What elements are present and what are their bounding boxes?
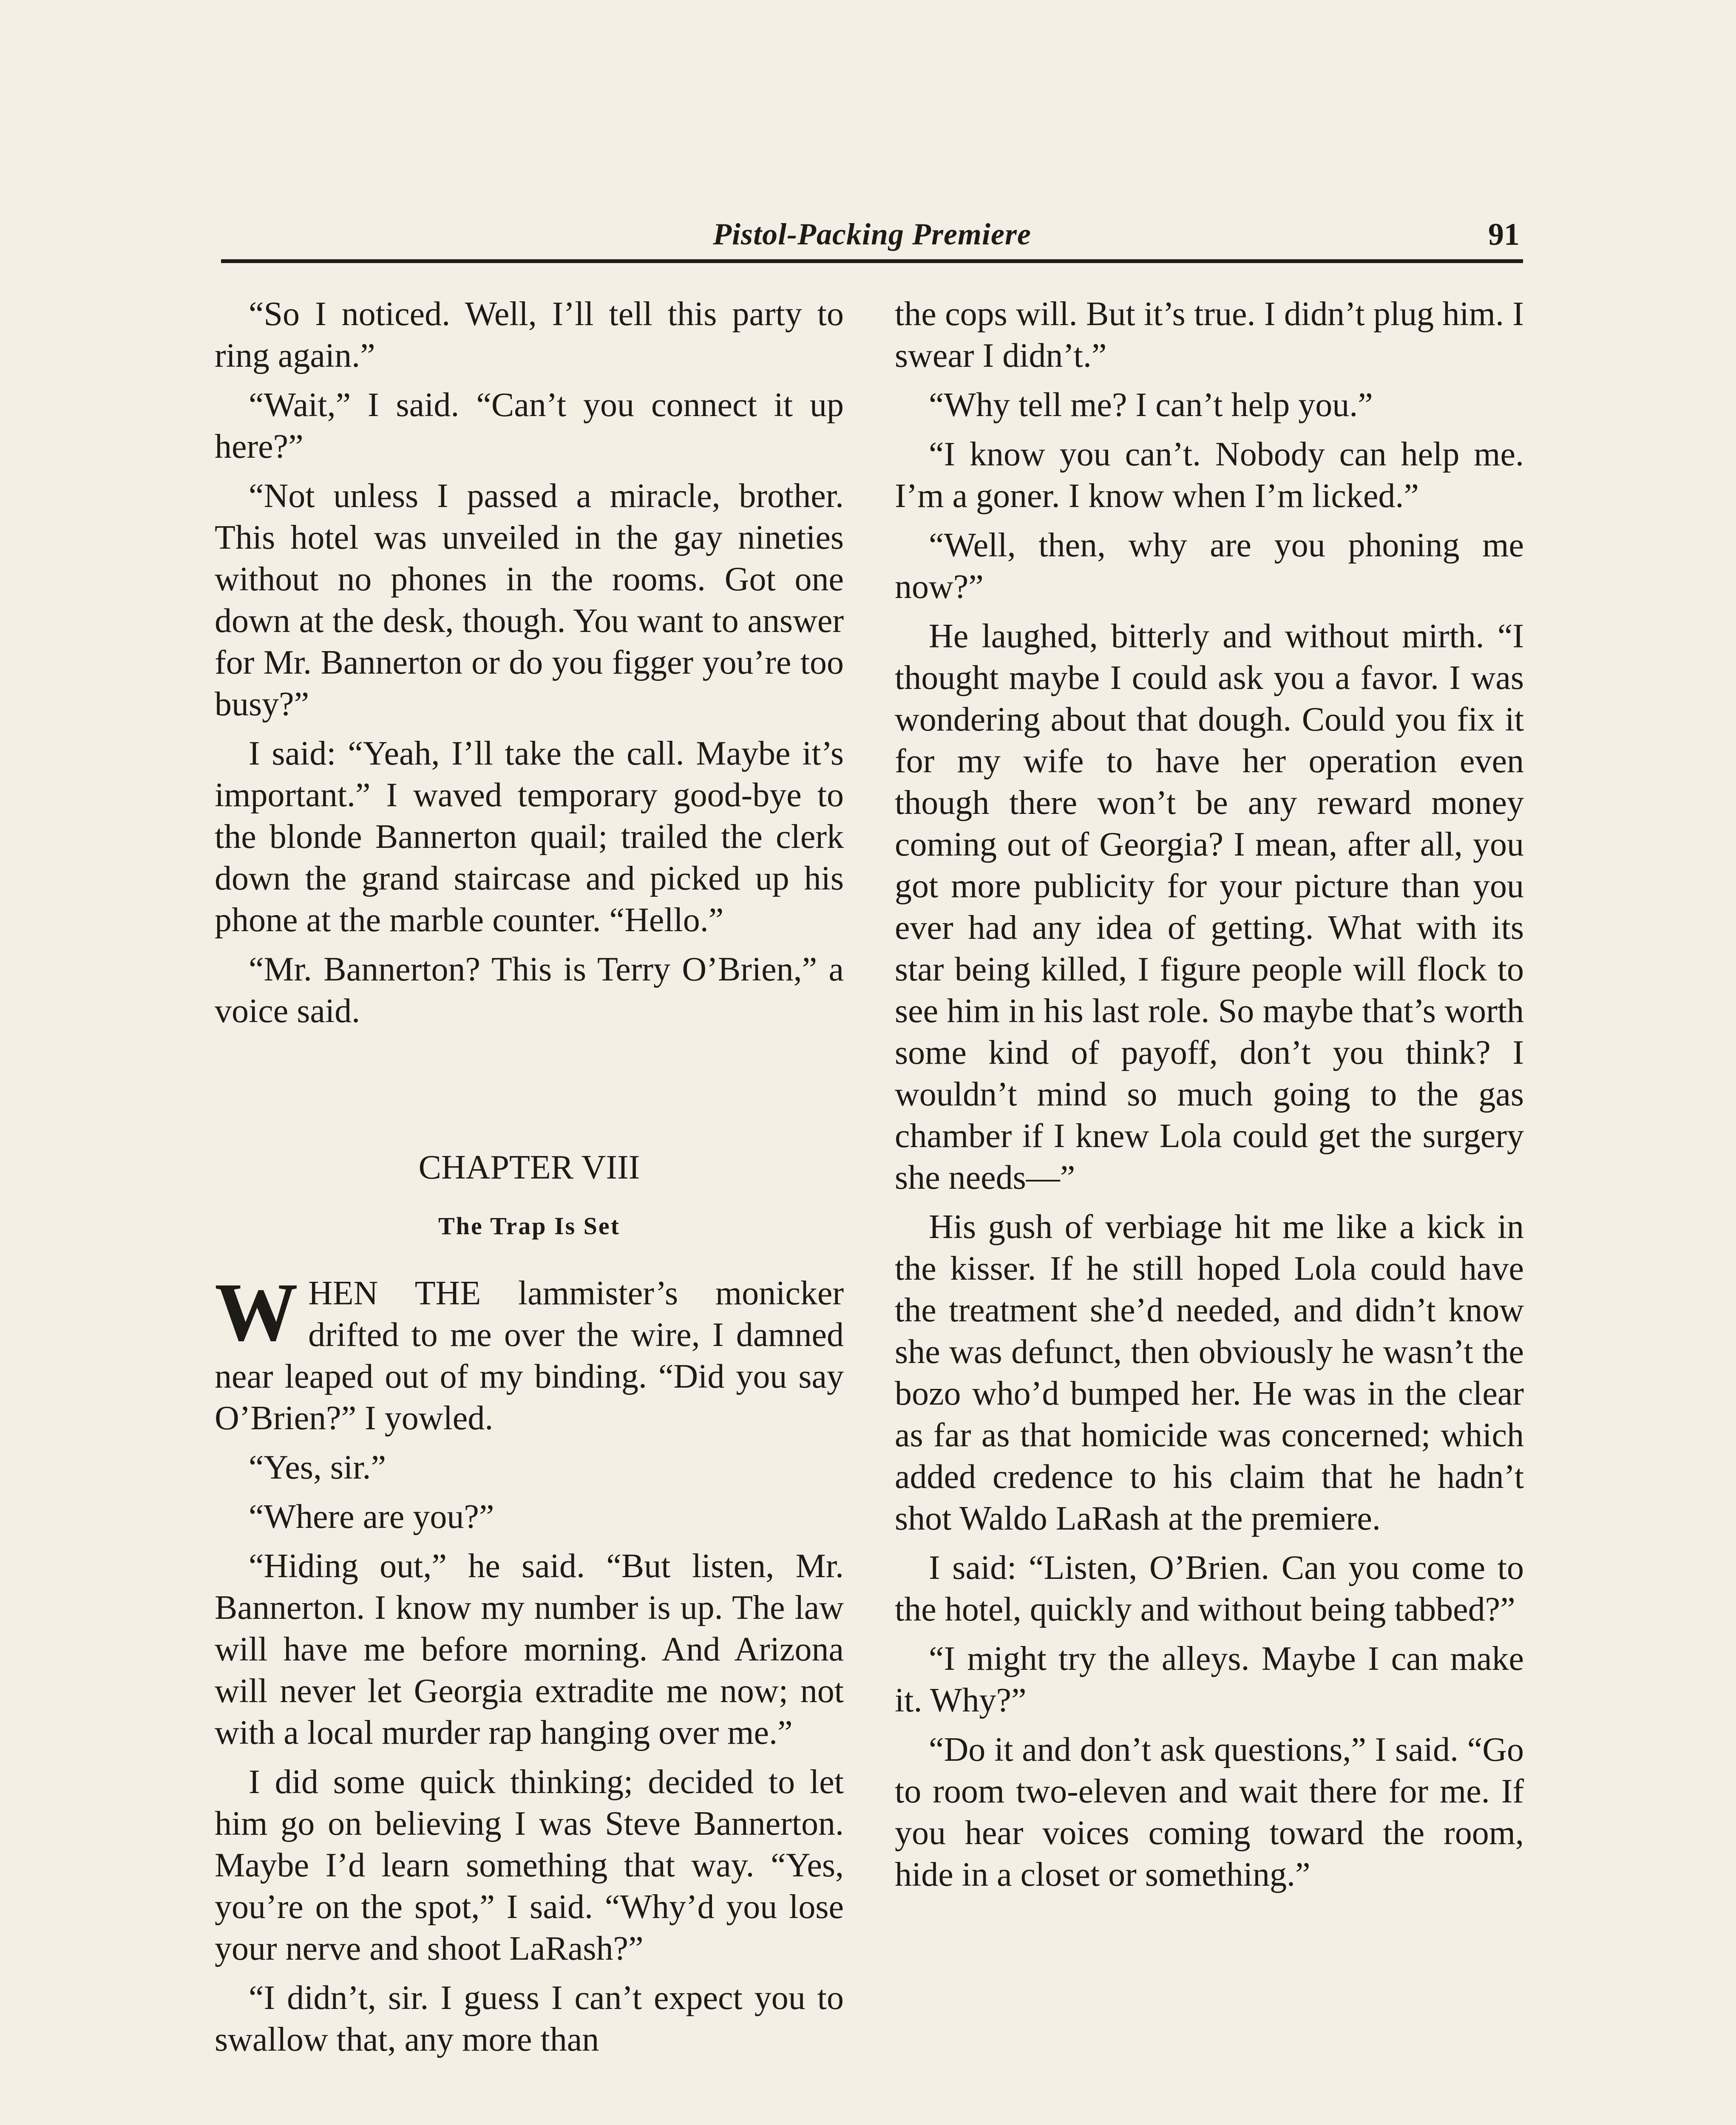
paragraph: “Do it and don’t ask questions,” I said. “Go to room two-eleven and wait there for me. If you hear voices coming toward the room, hide in a closet or something.” [895, 1731, 1524, 1893]
paragraph-text: HEN THE lammister’s monicker drifted to me over the wire, I damned near leaped out of my binding. “Did you say O’Brien?” I yowled. [215, 1275, 844, 1437]
paragraph: “Well, then, why are you phoning me now?” [895, 527, 1524, 606]
paragraph: “Where are you?” [249, 1498, 494, 1536]
drop-cap: W [215, 1266, 298, 1358]
paragraph: “I didn’t, sir. I guess I can’t expect you to swallow that, any more than [215, 1979, 844, 2058]
header-rule [221, 259, 1523, 263]
paragraph: the cops will. But it’s true. I didn’t plug him. I swear I didn’t.” [895, 295, 1524, 374]
paragraph: “Mr. Bannerton? This is Terry O’Brien,” a voice said. [215, 951, 844, 1030]
paragraph: I said: “Listen, O’Brien. Can you come to the hotel, quickly and without being tabbed?” [895, 1549, 1524, 1628]
paragraph: He laughed, bitterly and without mirth. “I thought maybe I could ask you a favor. I was wondering about that dough. Could you fix it for my wife to have her operation even though there won’t be any reward money coming out of Georgia? I mean, after all, you got more publicity for your picture than you ever had any idea of getting. What with its star being killed, I figure people will flock to see him in his last role. So maybe that’s worth some kind of payoff, don’t you think? I wouldn’t mind so much going to the gas chamber if I knew Lola could get the surgery she needs—” [895, 618, 1524, 1196]
chapter-heading: CHAPTER VIII [418, 1149, 640, 1186]
paragraph: “Wait,” I said. “Can’t you connect it up here?” [215, 386, 844, 465]
chapter-subtitle: The Trap Is Set [438, 1212, 620, 1240]
paragraph: I said: “Yeah, I’ll take the call. Maybe it’s important.” I waved temporary good-bye to the blonde Bannerton quail; trailed the clerk down the grand staircase and picked up his phone at the marble counter. “Hello.” [215, 735, 844, 939]
paragraph: “I might try the alleys. Maybe I can make it. Why?” [895, 1640, 1524, 1719]
paragraph: “Not unless I passed a miracle, brother. This hotel was unveiled in the gay nineties without no phones in the rooms. Got one down at the desk, though. You want to answer for Mr. Bannerton or do you figger you’re too busy?” [215, 477, 844, 723]
paragraph: “So I noticed. Well, I’ll tell this party to ring again.” [215, 295, 844, 374]
right-column [895, 293, 1524, 1903]
chapter-opening-paragraph [215, 1266, 844, 1439]
paragraph: “Hiding out,” he said. “But listen, Mr. Bannerton. I know my number is up. The law will have me before morning. And Arizona will never let Georgia extradite me now; not with a local murder rap hanging over me.” [215, 1547, 844, 1751]
paragraph: “Yes, sir.” [249, 1449, 386, 1486]
page-header [221, 216, 1523, 257]
page-number: 91 [1488, 217, 1520, 252]
paragraph: His gush of verbiage hit me like a kick in the kisser. If he still hoped Lola could have the treatment she’d needed, and didn’t know she was defunct, then obviously he wasn’t the bozo who’d bumped her. He was in the clear as far as that homicide was concerned; which added credence to his claim that he hadn’t shot Waldo LaRash at the premiere. [895, 1208, 1524, 1537]
paragraph: “Why tell me? I can’t help you.” [929, 386, 1373, 424]
running-title: Pistol-Packing Premiere [713, 217, 1031, 251]
paragraph: I did some quick thinking; decided to let him go on believing I was Steve Bannerton. Maybe I’d learn something that way. “Yes, you’re on the spot,” I said. “Why’d you lose your nerve and shoot LaRash?” [215, 1763, 844, 1967]
paragraph: “I know you can’t. Nobody can help me. I’m a goner. I know when I’m licked.” [895, 436, 1524, 515]
left-column [215, 293, 844, 2068]
